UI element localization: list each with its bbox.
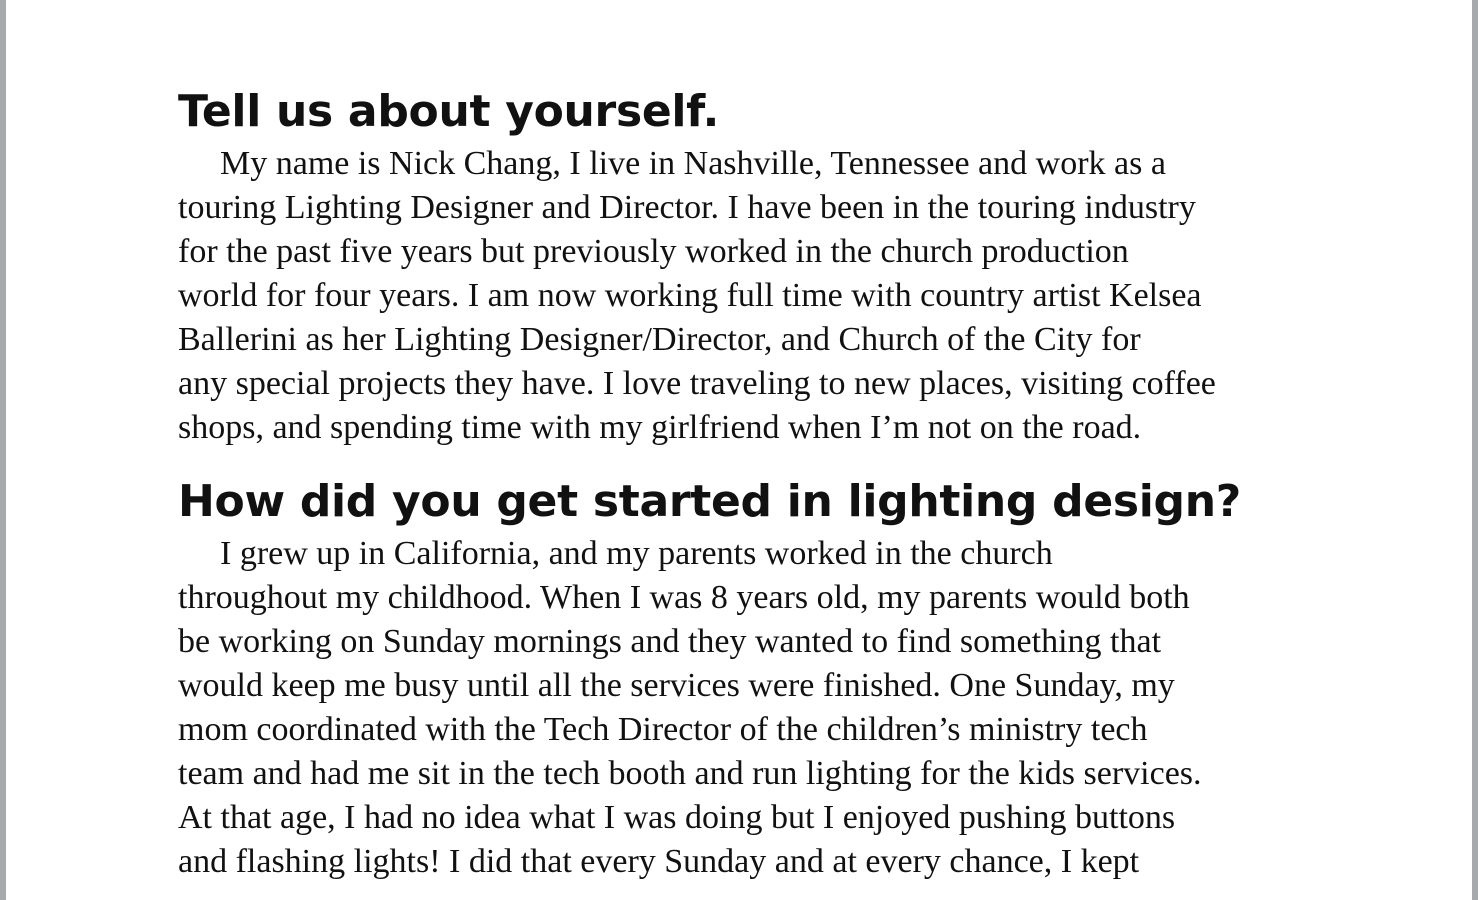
paragraph-line: My name is Nick Chang, I live in Nashville, Tennessee and work as a bbox=[220, 145, 1166, 182]
paragraph-line: throughout my childhood. When I was 8 years old, my parents would both bbox=[178, 579, 1190, 616]
paragraph-line: At that age, I had no idea what I was doing but I enjoyed pushing buttons bbox=[178, 799, 1176, 836]
paragraph-line: world for four years. I am now working full time with country artist Kelsea bbox=[178, 277, 1202, 314]
paragraph-line: for the past five years but previously worked in the church production bbox=[178, 233, 1129, 270]
paragraph-line: mom coordinated with the Tech Director of the children’s ministry tech bbox=[178, 711, 1148, 748]
section-heading: Tell us about yourself. bbox=[178, 86, 720, 137]
paragraph-line: be working on Sunday mornings and they wanted to find something that bbox=[178, 623, 1162, 660]
paragraph-line: Ballerini as her Lighting Designer/Director, and Church of the City for bbox=[178, 321, 1141, 358]
document-page bbox=[6, 0, 1472, 900]
paragraph-line: team and had me sit in the tech booth and run lighting for the kids services. bbox=[178, 755, 1202, 792]
paragraph-line: I grew up in California, and my parents worked in the church bbox=[220, 535, 1053, 572]
paragraph-line: any special projects they have. I love traveling to new places, visiting coffee bbox=[178, 365, 1216, 402]
paragraph-line: shops, and spending time with my girlfriend when I’m not on the road. bbox=[178, 409, 1142, 446]
section-paragraph bbox=[178, 142, 1318, 450]
paragraph-line: would keep me busy until all the services were finished. One Sunday, my bbox=[178, 667, 1175, 704]
paragraph-line: and flashing lights! I did that every Sunday and at every chance, I kept bbox=[178, 843, 1140, 880]
section-getting-started bbox=[178, 472, 1318, 884]
paragraph-line: touring Lighting Designer and Director. I have been in the touring industry bbox=[178, 189, 1196, 226]
article-body bbox=[178, 82, 1318, 900]
section-about-yourself bbox=[178, 82, 1318, 450]
section-paragraph bbox=[178, 532, 1318, 884]
section-heading: How did you get started in lighting design? bbox=[178, 476, 1241, 527]
